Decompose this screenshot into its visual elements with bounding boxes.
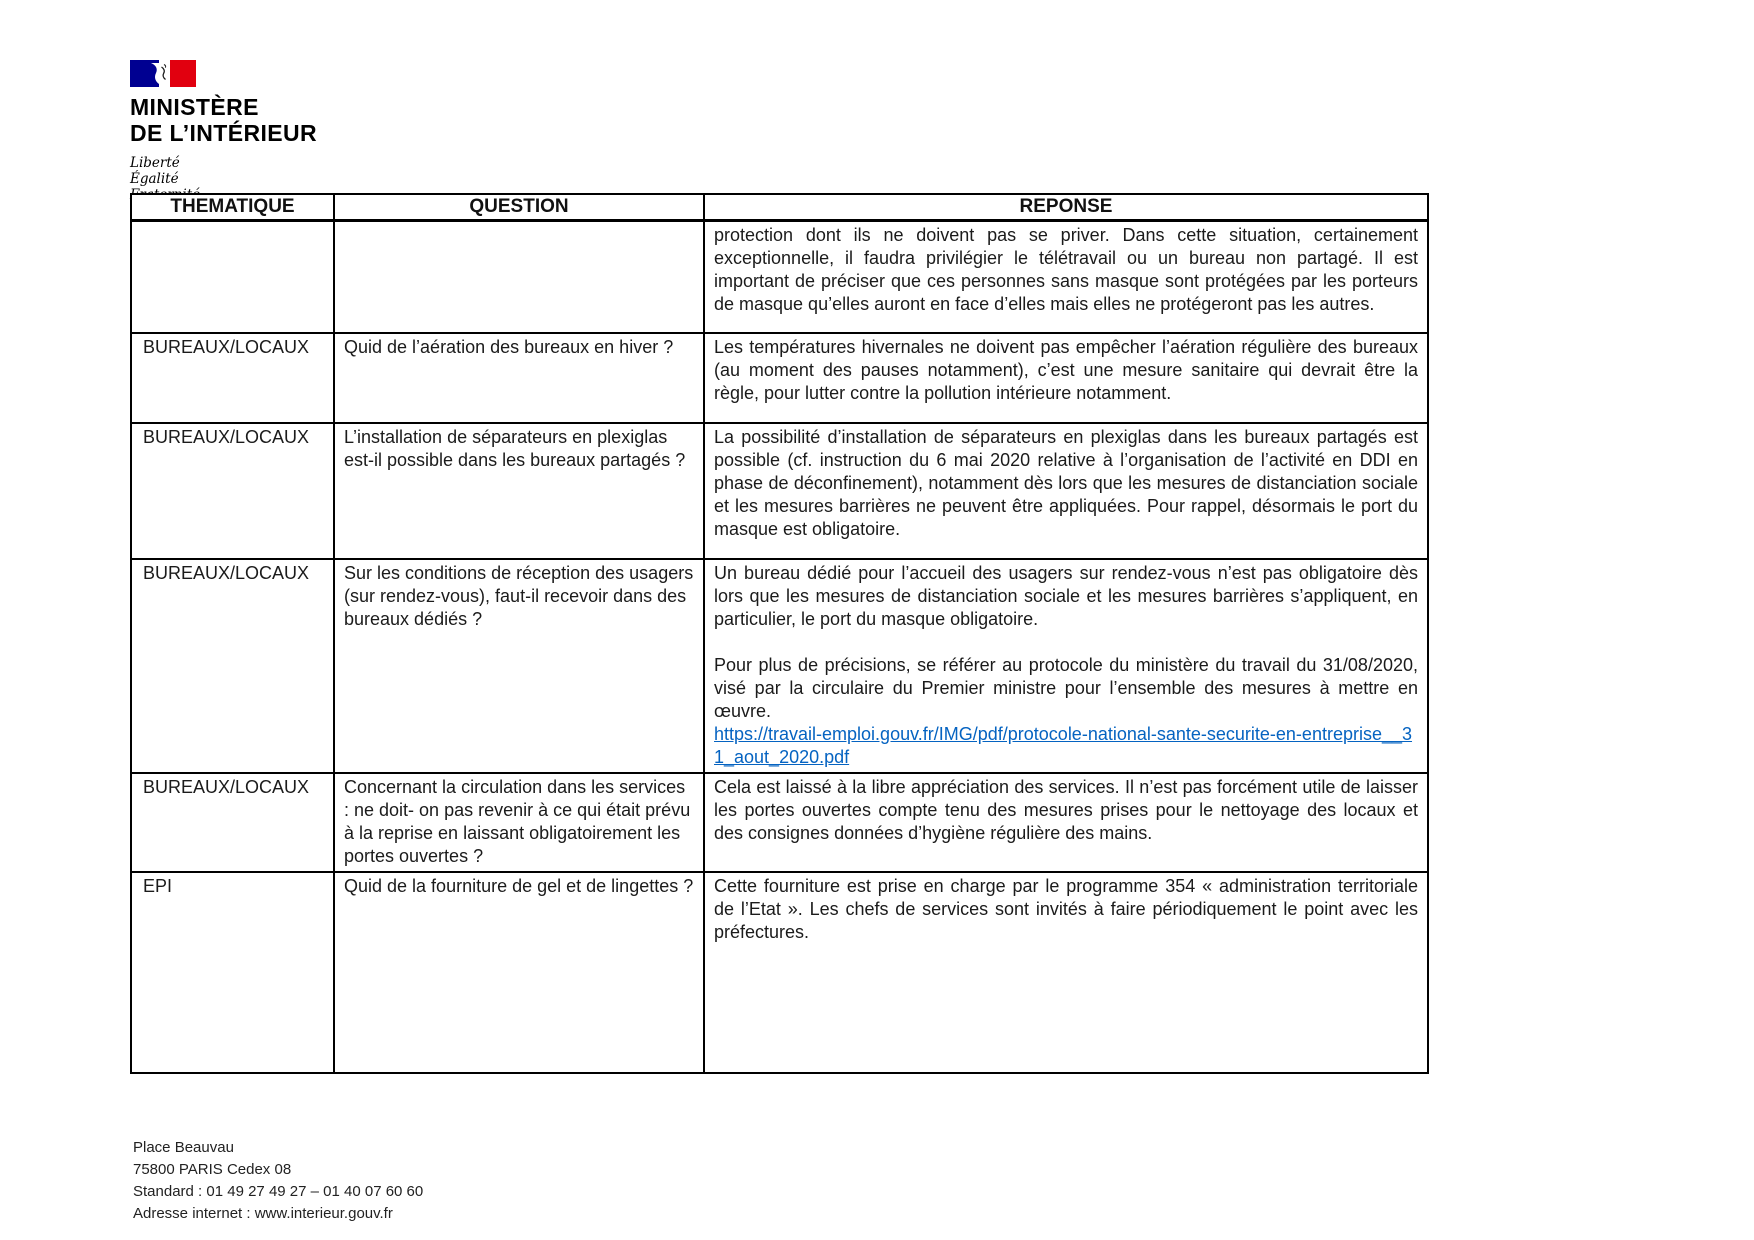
- reponse-cell: [704, 559, 1428, 773]
- reponse-paragraph: Un bureau dédié pour l’accueil des usagers sur rendez-vous n’est pas obligatoire dès lors que les mesures de distanciation sociale et les mesures barrières s’appliquent, en particulier, le port du masque obligatoire.: [714, 562, 1418, 629]
- table-row: [131, 559, 1428, 773]
- reponse-paragraph: Cette fourniture est prise en charge par le programme 354 « administration territoriale de l’Etat ». Les chefs de services sont invités à faire périodiquement le point avec les préfectures.: [714, 875, 1418, 942]
- thematique-cell: BUREAUX/LOCAUX: [131, 773, 334, 872]
- reponse-cell: [704, 773, 1428, 872]
- footer-address-line2: 75800 PARIS Cedex 08: [133, 1161, 292, 1178]
- thematique-cell: [131, 221, 334, 333]
- reponse-paragraph: [714, 723, 1418, 769]
- ministry-name-line2: DE L’INTÉRIEUR: [130, 120, 318, 146]
- table-row: [131, 221, 1428, 333]
- thematique-cell: EPI: [131, 872, 334, 1073]
- page-footer: [133, 1137, 423, 1225]
- footer-address-line1: Place Beauvau: [133, 1139, 234, 1156]
- question-cell: Concernant la circulation dans les services : ne doit- on pas revenir à ce qui était prévu à la reprise en laissant obligatoirement les portes ouvertes ?: [334, 773, 704, 872]
- reponse-cell: [704, 333, 1428, 423]
- question-cell: Quid de la fourniture de gel et de lingettes ?: [334, 872, 704, 1073]
- french-flag-icon: [130, 60, 196, 87]
- reponse-cell: [704, 872, 1428, 1073]
- ministry-logo-block: [130, 60, 317, 203]
- table-row: [131, 423, 1428, 559]
- question-cell: Sur les conditions de réception des usagers (sur rendez-vous), faut-il recevoir dans des bureaux dédiés ?: [334, 559, 704, 773]
- motto-liberte: Liberté: [130, 155, 180, 171]
- reponse-cell: [704, 423, 1428, 559]
- paragraph-spacer: [714, 631, 1418, 654]
- table-row: [131, 872, 1428, 1073]
- ministry-name-line1: MINISTÈRE: [130, 94, 259, 120]
- motto-egalite: Égalité: [130, 171, 179, 187]
- table-row: [131, 773, 1428, 872]
- table-row: [131, 333, 1428, 423]
- reponse-paragraph: Cela est laissé à la libre appréciation des services. Il n’est pas forcément utile de laisser les portes ouvertes compte tenu des mesures prises pour le nettoyage des locaux et des consignes données d’hygiène régulière des mains.: [714, 776, 1418, 843]
- question-cell: [334, 221, 704, 333]
- column-header-reponse: REPONSE: [704, 194, 1428, 221]
- faq-table: [130, 193, 1429, 1074]
- thematique-cell: BUREAUX/LOCAUX: [131, 333, 334, 423]
- reponse-paragraph: La possibilité d’installation de séparateurs en plexiglas dans les bureaux partagés est possible (cf. instruction du 6 mai 2020 relative à l’organisation de l’activité en DDI en phase de déconfinement), notamment dès lors que les mesures de distanciation sociale et les mesures barrières ne peuvent être appliquées. Pour rappel, désormais le port du masque est obligatoire.: [714, 426, 1418, 539]
- question-cell: Quid de l’aération des bureaux en hiver ?: [334, 333, 704, 423]
- faq-table-body: [131, 221, 1428, 1073]
- question-cell: L’installation de séparateurs en plexiglas est-il possible dans les bureaux partagés ?: [334, 423, 704, 559]
- column-header-thematique: THEMATIQUE: [131, 194, 334, 221]
- footer-phone: Standard : 01 49 27 49 27 – 01 40 07 60 60: [133, 1183, 424, 1200]
- protocol-pdf-link[interactable]: https://travail-emploi.gouv.fr/IMG/pdf/protocole-national-sante-securite-en-entreprise__31_aout_2020.pdf: [714, 723, 1413, 767]
- footer-website: Adresse internet : www.interieur.gouv.fr: [133, 1205, 393, 1222]
- table-header-row: [131, 194, 1428, 221]
- thematique-cell: BUREAUX/LOCAUX: [131, 423, 334, 559]
- thematique-cell: BUREAUX/LOCAUX: [131, 559, 334, 773]
- column-header-question: QUESTION: [334, 194, 704, 221]
- reponse-paragraph: protection dont ils ne doivent pas se priver. Dans cette situation, certainement exceptionnelle, il faudra privilégier le télétravail ou un bureau non partagé. Il est important de préciser que ces personnes sans masque sont protégées par les porteurs de masque qu’elles auront en face d’elles mais elles ne protégeront pas les autres.: [714, 225, 1418, 314]
- reponse-paragraph: Les températures hivernales ne doivent pas empêcher l’aération régulière des bureaux (au moment des pauses notamment), c’est une mesure sanitaire qui devrait être la règle, pour lutter contre la pollution intérieure notamment.: [714, 336, 1418, 403]
- reponse-cell: [704, 221, 1428, 333]
- reponse-paragraph: Pour plus de précisions, se référer au protocole du ministère du travail du 31/08/2020, visé par la circulaire du Premier ministre pour l’ensemble des mesures à mettre en œuvre.: [714, 654, 1418, 721]
